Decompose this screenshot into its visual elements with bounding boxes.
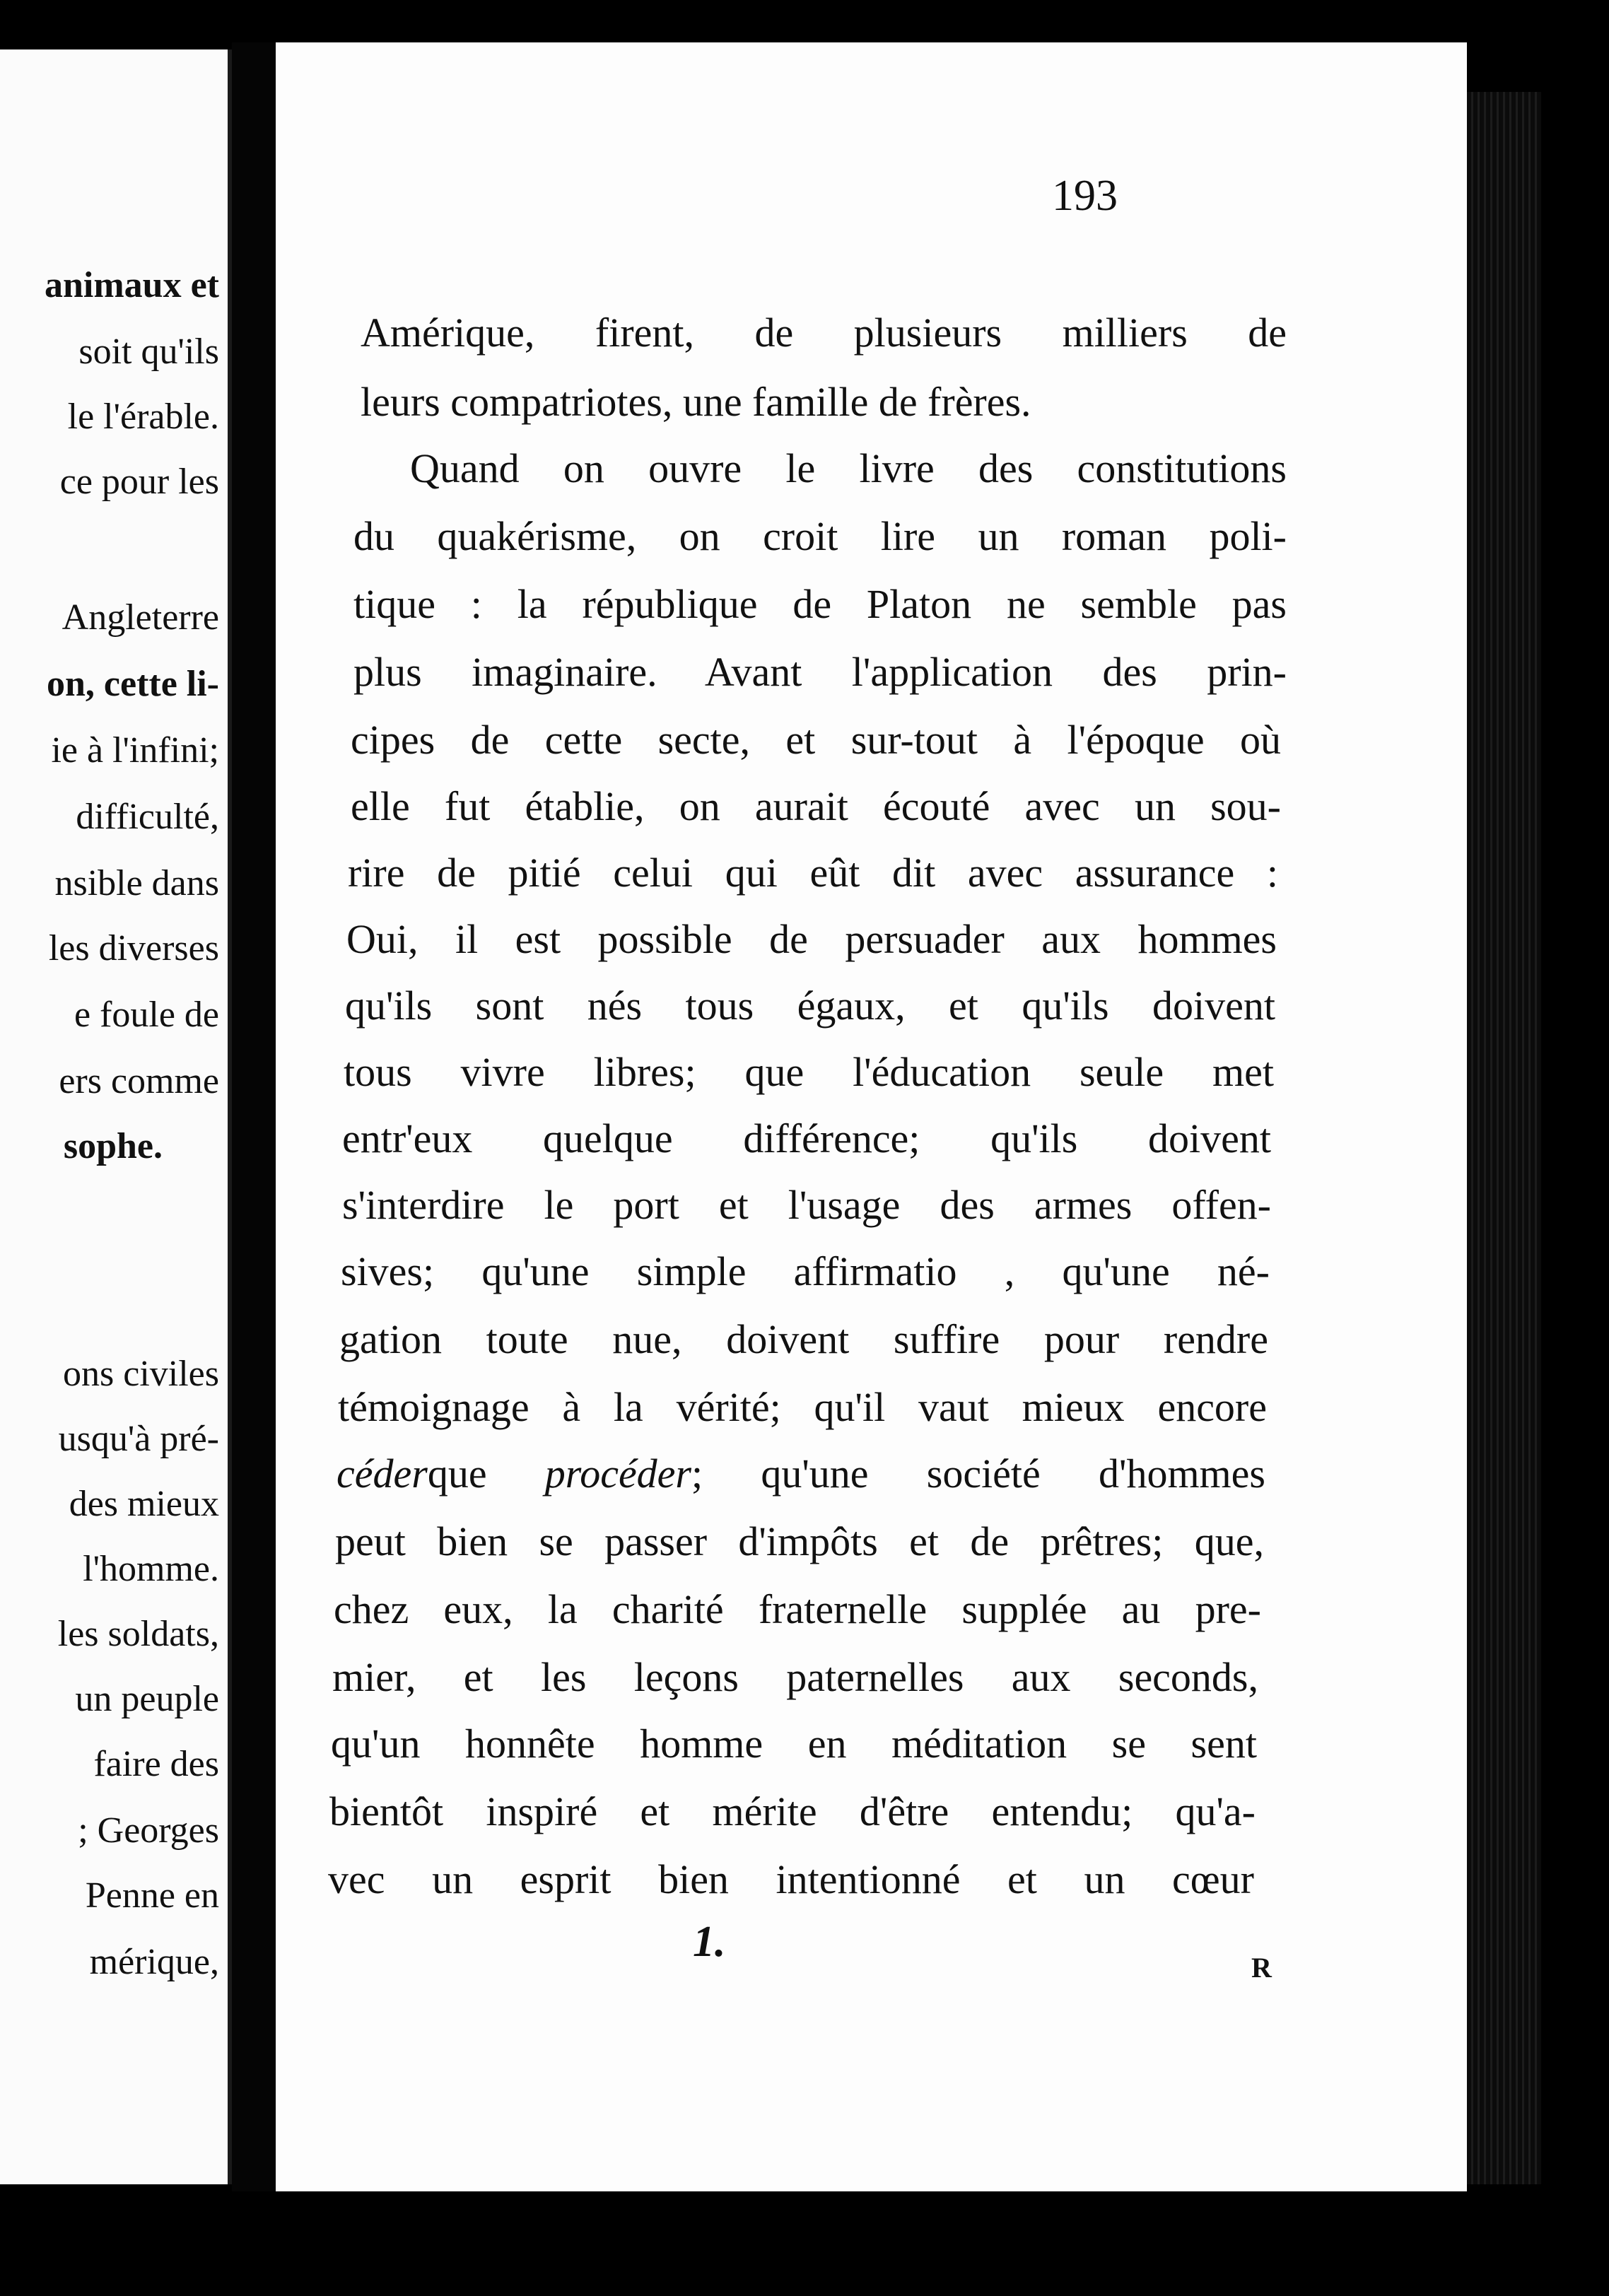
text-line: du quakérisme, on croit lire un roman poli- <box>353 513 1287 559</box>
page-number: 193 <box>1052 172 1118 220</box>
left-line: e foule de <box>74 995 219 1035</box>
left-line: sophe. <box>63 1126 163 1166</box>
text-line: peut bien se passer d'impôts et de prêtres; que, <box>335 1518 1264 1564</box>
text-fragment: ; qu'une société d'hommes <box>691 1451 1265 1496</box>
left-line: animaux et <box>45 265 219 305</box>
left-line: les soldats, <box>57 1614 219 1654</box>
left-line: le l'érable. <box>67 397 219 437</box>
left-line: Angleterre <box>62 597 219 638</box>
left-line: des mieux <box>69 1484 219 1524</box>
text-fragment: que <box>427 1451 487 1496</box>
left-line: ; Georges <box>78 1810 219 1851</box>
text-line-with-italics <box>337 1453 1265 1494</box>
text-line: tique : la république de Platon ne semble pas <box>353 581 1287 627</box>
left-line: ons civiles <box>63 1354 219 1394</box>
left-line: mérique, <box>89 1942 219 1982</box>
text-line: chez eux, la charité fraternelle supplée au pre- <box>334 1586 1261 1632</box>
signature-mark: 1. <box>693 1918 726 1966</box>
left-page-fragment <box>0 49 232 2184</box>
left-line: les diverses <box>48 928 219 968</box>
left-line: ers comme <box>59 1061 219 1101</box>
left-line: soit qu'ils <box>78 332 219 372</box>
left-line: Penne en <box>85 1875 219 1916</box>
text-line: Quand on ouvre le livre des constitutions <box>410 445 1287 491</box>
signature-letter: R <box>1251 1952 1272 1984</box>
text-line: elle fut établie, on aurait écouté avec un sou- <box>351 783 1281 829</box>
text-line: tous vivre libres; que l'éducation seule met <box>344 1049 1274 1095</box>
italic-word: céder <box>337 1451 428 1496</box>
text-line: sives; qu'une simple affirmatio , qu'une né- <box>341 1248 1270 1294</box>
right-page <box>276 42 1467 2191</box>
text-line: témoignage à la vérité; qu'il vaut mieux encore <box>338 1384 1267 1430</box>
text-line: entr'eux quelque différence; qu'ils doivent <box>342 1115 1271 1161</box>
text-line: Oui, il est possible de persuader aux hommes <box>346 916 1277 962</box>
page-text-block <box>325 42 1287 2191</box>
left-line: nsible dans <box>54 863 219 903</box>
text-line: cipes de cette secte, et sur-tout à l'époque où <box>351 717 1281 763</box>
left-line: on, cette li- <box>46 664 219 704</box>
left-line: un peuple <box>75 1679 219 1719</box>
text-line: bientôt inspiré et mérite d'être entendu; qu'a- <box>329 1788 1256 1834</box>
text-line: Amérique, firent, de plusieurs milliers de <box>361 310 1287 356</box>
text-line: s'interdire le port et l'usage des armes offen- <box>342 1182 1271 1228</box>
italic-word: procéder <box>544 1451 692 1496</box>
left-line: usqu'à pré- <box>58 1419 219 1459</box>
book-gutter <box>232 42 276 2191</box>
text-line: plus imaginaire. Avant l'application des prin- <box>353 649 1287 695</box>
text-line: qu'un honnête homme en méditation se sent <box>331 1721 1257 1767</box>
text-line: rire de pitié celui qui eût dit avec assurance : <box>348 850 1278 896</box>
left-line: difficulté, <box>76 797 219 837</box>
text-line: vec un esprit bien intentionné et un cœur <box>328 1856 1254 1902</box>
text-line: mier, et les leçons paternelles aux seconds, <box>332 1654 1258 1700</box>
text-line: qu'ils sont nés tous égaux, et qu'ils doivent <box>345 983 1275 1029</box>
left-line: faire des <box>93 1744 219 1784</box>
left-line: ce pour les <box>59 462 219 502</box>
left-line: l'homme. <box>83 1549 219 1589</box>
left-line: ie à l'infini; <box>51 730 219 771</box>
book-page-edges <box>1467 92 1541 2184</box>
text-line: gation toute nue, doivent suffire pour rendre <box>339 1316 1268 1362</box>
text-line: leurs compatriotes, une famille de frères. <box>361 379 1031 425</box>
